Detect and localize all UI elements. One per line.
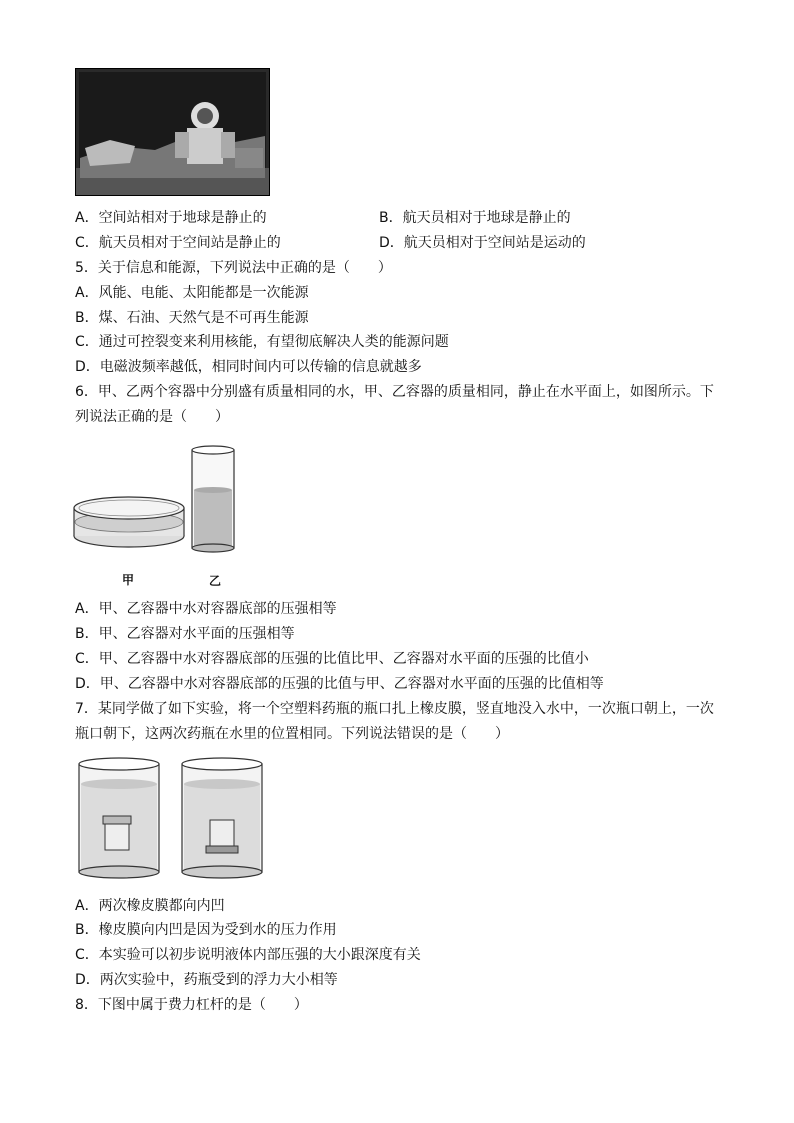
q4-option-b: B．航天员相对于地球是静止的 [379, 210, 571, 226]
q6-option-c: C．甲、乙容器中水对容器底部的压强的比值比甲、乙容器对水平面的压强的比值小 [75, 651, 589, 667]
container-yi [192, 446, 234, 552]
label-yi: 乙 [209, 574, 222, 588]
container-jia [74, 497, 184, 547]
q6-containers-figure [70, 440, 250, 560]
q6-option-a: A．甲、乙容器中水对容器底部的压强相等 [75, 601, 337, 617]
q5-stem: 5．关于信息和能源，下列说法中正确的是（ ） [75, 260, 392, 276]
q7-option-a: A．两次橡皮膜都向内凹 [75, 898, 225, 914]
q6-option-d: D．甲、乙容器中水对容器底部的压强的比值与甲、乙容器对水平面的压强的比值相等 [75, 676, 604, 692]
q5-option-a: A．风能、电能、太阳能都是一次能源 [75, 285, 309, 301]
q8-stem: 8．下图中属于费力杠杆的是（ ） [75, 997, 308, 1013]
q7-stem-line2: 瓶口朝下，这两次药瓶在水里的位置相同。下列说法错误的是（ ） [75, 726, 509, 742]
q6-option-b: B．甲、乙容器对水平面的压强相等 [75, 626, 295, 642]
q4-option-a: A．空间站相对于地球是静止的 [75, 210, 267, 226]
q4-option-d: D．航天员相对于空间站是运动的 [379, 235, 586, 251]
q5-option-c: C．通过可控裂变来利用核能，有望彻底解决人类的能源问题 [75, 334, 449, 350]
q7-stem-line1: 7．某同学做了如下实验，将一个空塑料药瓶的瓶口扎上橡皮膜，竖直地没入水中，一次瓶口朝上，一次 [75, 701, 714, 717]
q4-option-c: C．航天员相对于空间站是静止的 [75, 235, 281, 251]
beaker-bottle-up [79, 758, 159, 878]
q6-stem-line1: 6．甲、乙两个容器中分别盛有质量相同的水，甲、乙容器的质量相同，静止在水平面上，如图所示。下 [75, 384, 714, 400]
q7-option-b: B．橡皮膜向内凹是因为受到水的压力作用 [75, 922, 337, 938]
q5-option-d: D．电磁波频率越低，相同时间内可以传输的信息就越多 [75, 359, 422, 375]
q6-stem-line2: 列说法正确的是（ ） [75, 409, 229, 425]
beaker-bottle-down [182, 758, 262, 878]
space-station-photo [75, 68, 270, 196]
q5-option-b: B．煤、石油、天然气是不可再生能源 [75, 310, 309, 326]
q7-option-d: D．两次实验中，药瓶受到的浮力大小相等 [75, 972, 338, 988]
q7-option-c: C．本实验可以初步说明液体内部压强的大小跟深度有关 [75, 947, 421, 963]
label-jia: 甲 [122, 573, 135, 587]
q7-beakers-figure [76, 756, 266, 880]
